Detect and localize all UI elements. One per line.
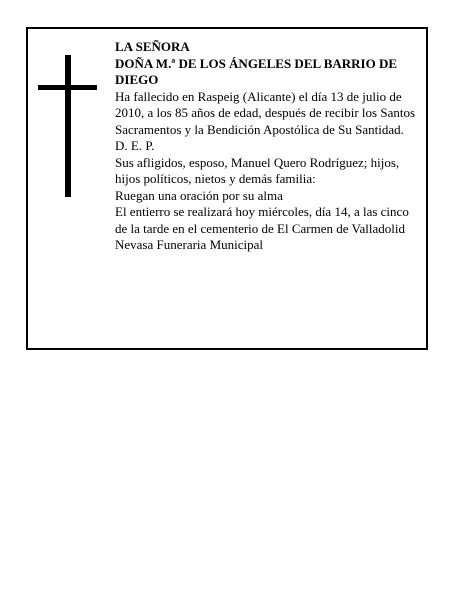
obituary-title: LA SEÑORA: [115, 39, 190, 54]
cross-vertical-bar: [65, 55, 71, 197]
cross-horizontal-bar: [38, 85, 97, 90]
prayer-request: Ruegan una oración por su alma: [115, 187, 283, 203]
latin-cross-icon: [38, 55, 97, 197]
burial-details: El entierro se realizará hoy miércoles, día 14, a las cinco de la tarde en el cementerio de El Carmen de Valladolid: [115, 204, 409, 236]
death-announcement: Ha fallecido en Raspeig (Alicante) el día 13 de julio de 2010, a los 85 años de edad, después de recibir los Santos Sacramentos y la Bendición Apostólica de Su Santidad.: [115, 88, 416, 137]
deceased-name: DOÑA M.ª DE LOS ÁNGELES DEL BARRIO DE DIEGO: [115, 55, 398, 87]
rest-in-peace: D. E. P.: [115, 138, 155, 153]
family-mourners: Sus afligidos, esposo, Manuel Quero Rodríguez; hijos, hijos políticos, nietos y demás familia:: [115, 154, 400, 186]
funeral-home: Nevasa Funeraria Municipal: [115, 237, 264, 252]
obituary-text: [115, 39, 420, 254]
